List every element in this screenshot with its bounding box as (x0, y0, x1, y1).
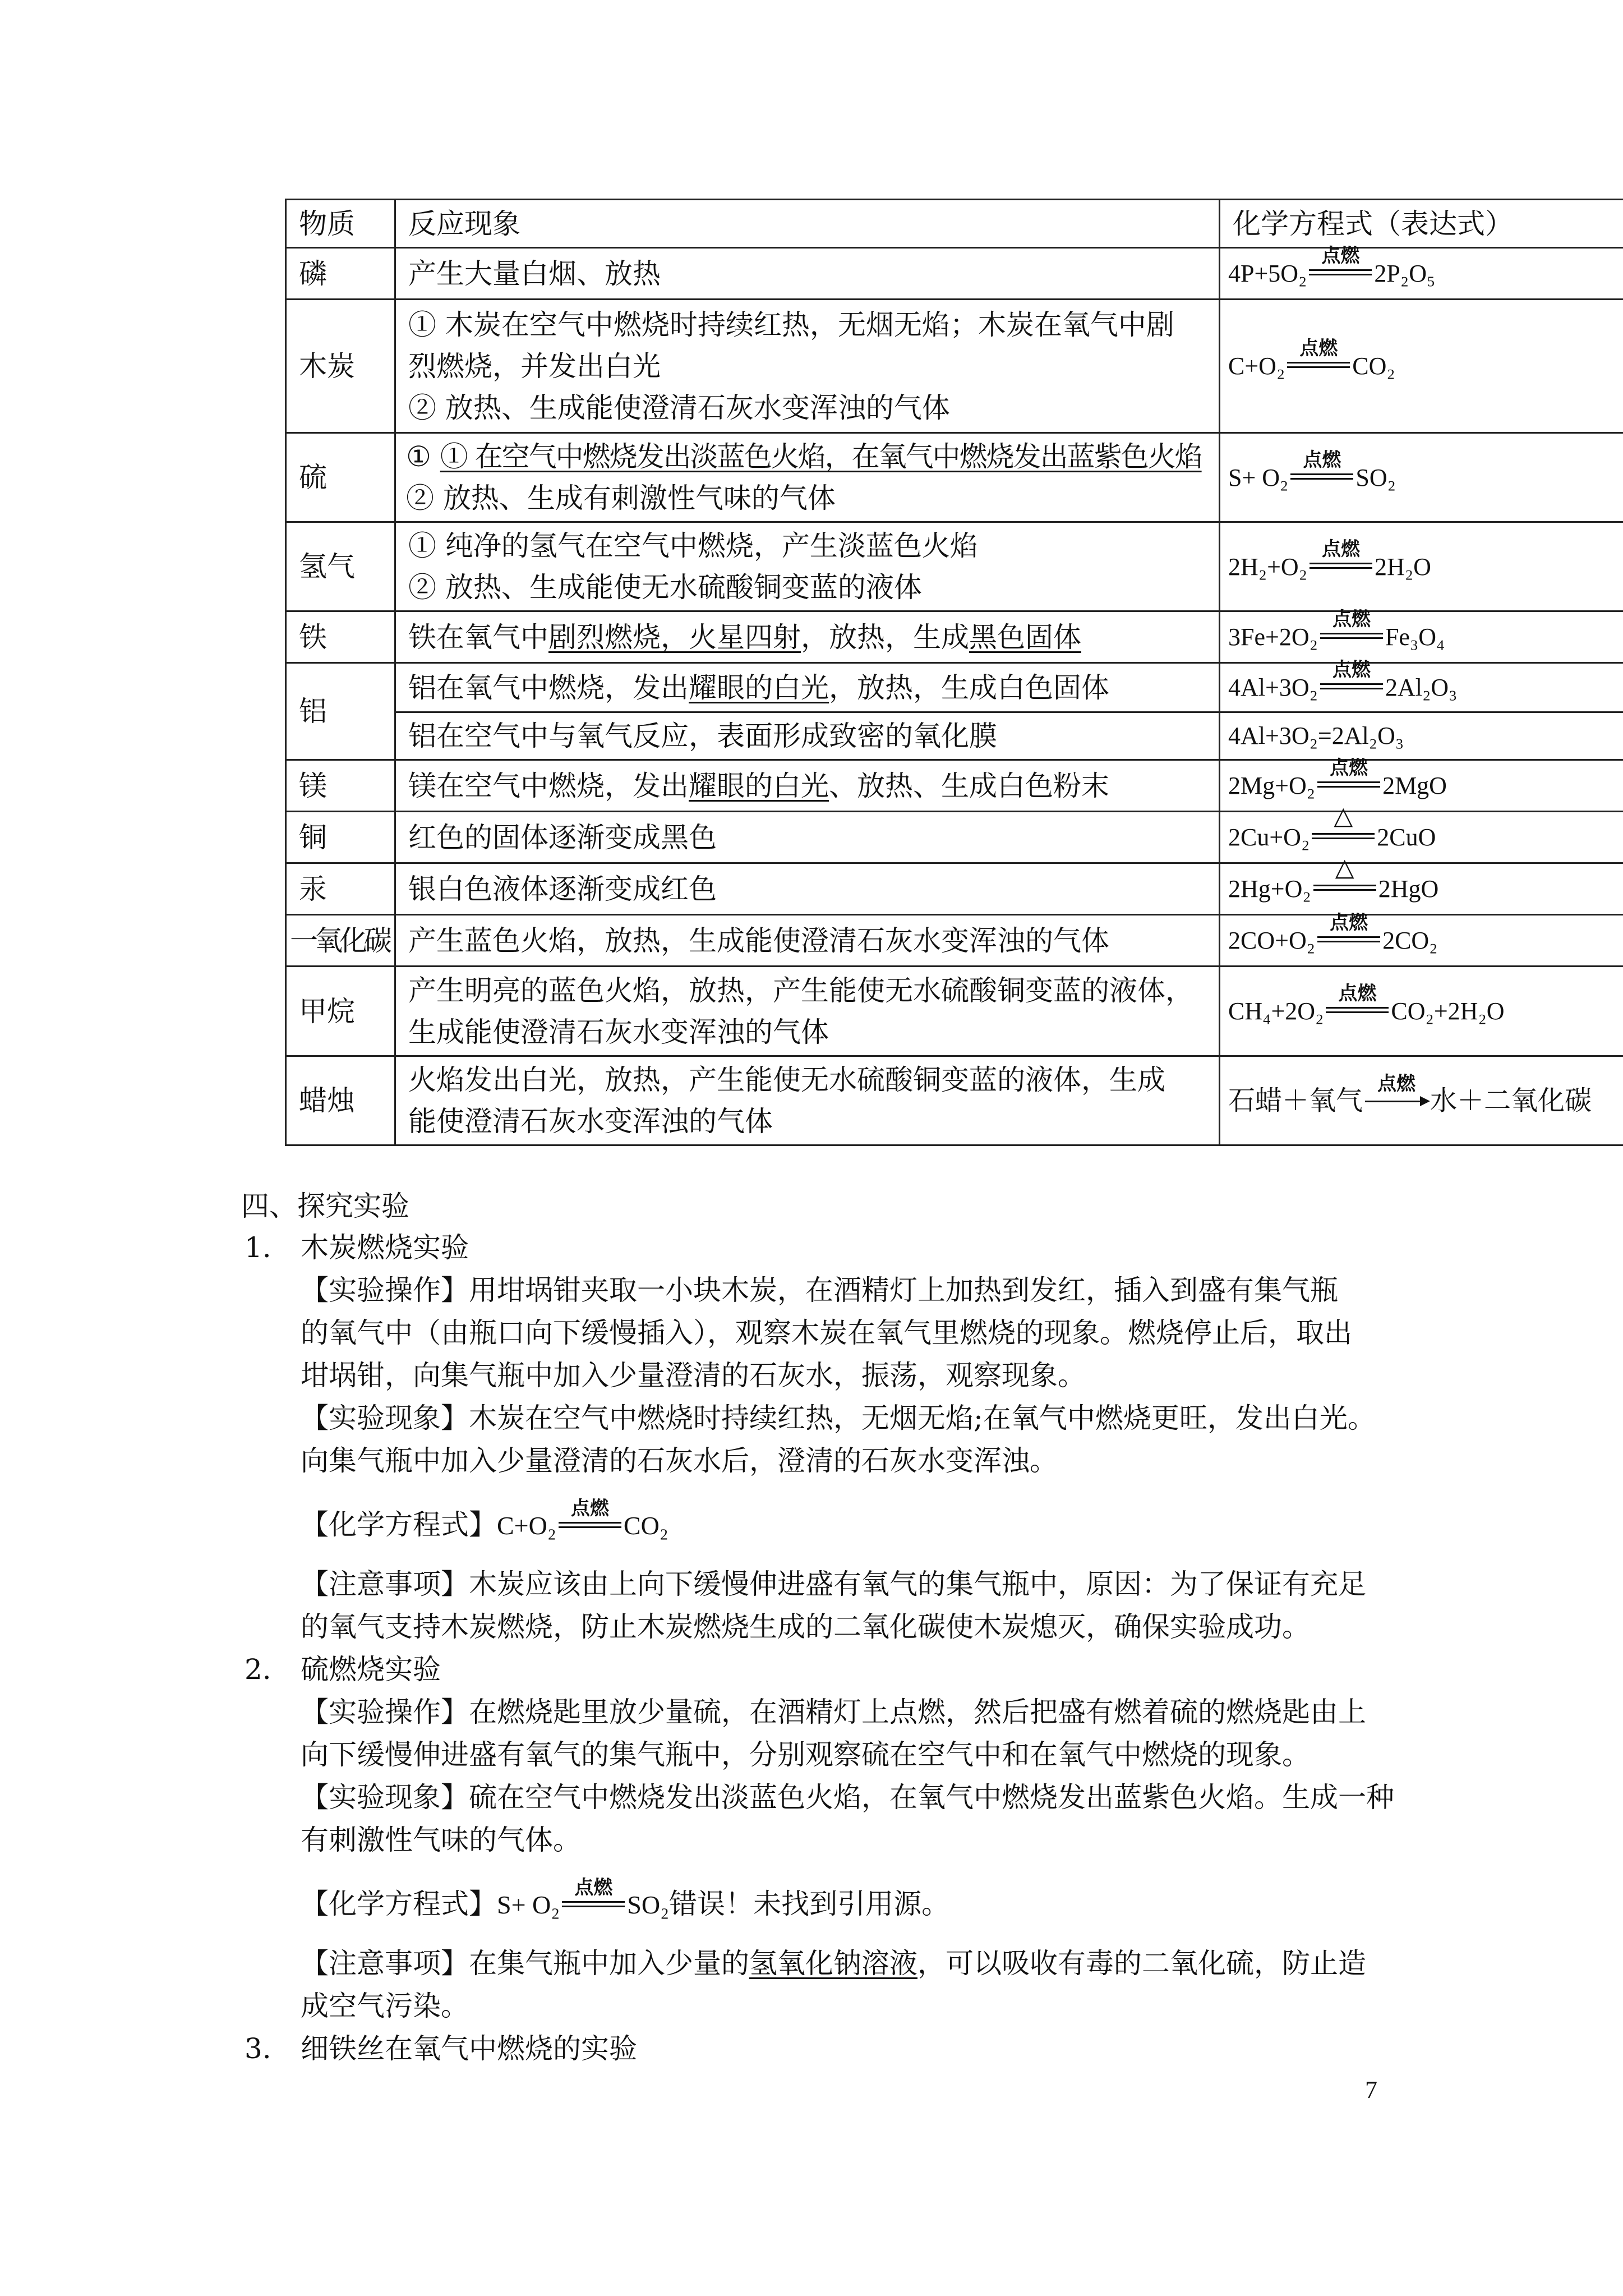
section-heading: 四、探究实验 (241, 1190, 409, 1222)
reaction-arrow: 点燃 (1317, 919, 1380, 952)
row-phenomenon: 红色的固体逐渐变成黑色 (395, 812, 1220, 863)
reaction-arrow: 点燃 (1326, 990, 1389, 1023)
row-equation: 4Al+3O₂ 点燃 2Al₂O₃ (1220, 663, 1623, 712)
row-equation: CH₄+2O₂ 点燃 CO₂+2H₂O (1220, 967, 1623, 1056)
reaction-arrow: 点燃 (1290, 457, 1353, 489)
row-equation: 2Hg+O₂ △ 2HgO (1220, 863, 1623, 915)
row-substance: 铝 (286, 663, 395, 760)
row-substance: 蜡烛 (286, 1056, 395, 1145)
row-equation: C+O₂ 点燃 CO₂ (1220, 300, 1623, 433)
row-substance: 镁 (286, 760, 395, 812)
header-phenomenon: 反应现象 (395, 200, 1220, 248)
row-substance: 磷 (286, 248, 395, 300)
heat-condition-arrow: △ (1313, 868, 1376, 900)
table-header-row (286, 200, 1623, 248)
row-phenomenon: ① 纯净的氢气在空气中燃烧，产生淡蓝色火焰 ② 放热、生成能使无水硫酸铜变蓝的液体 (395, 522, 1220, 611)
experiment-operation: 【实验操作】用坩埚钳夹取一小块木炭，在酒精灯上加热到发红，插入到盛有集气瓶 (301, 1274, 1338, 1306)
experiment-equation: 【化学方程式】S+ O₂ 点燃 SO₂错误！未找到引用源。 (301, 1876, 950, 1920)
reaction-arrow: 点燃 (1320, 666, 1383, 699)
row-equation: S+ O₂ 点燃 SO₂ (1220, 433, 1623, 522)
row-equation: 2CO+O₂ 点燃 2CO₂ (1220, 915, 1623, 967)
reaction-arrow: 点燃 (1309, 252, 1372, 285)
underlined-reagent: 氢氧化钠溶液 (749, 1947, 917, 1980)
table-row (286, 663, 1623, 712)
row-equation: 2Cu+O₂ △ 2CuO (1220, 812, 1623, 863)
row-equation: 2H₂+O₂ 点燃 2H₂O (1220, 522, 1623, 611)
table-row (286, 522, 1623, 611)
reaction-arrow: 点燃 (1317, 765, 1380, 797)
row-substance: 铁 (286, 611, 395, 663)
combustion-reaction-table (285, 199, 1623, 1146)
experiment-number: 1. (245, 1231, 271, 1264)
reaction-arrow: 点燃 (562, 1884, 625, 1917)
header-substance: 物质 (286, 200, 395, 248)
row-phenomenon: ① ① 在空气中燃烧发出淡蓝色火焰，在氧气中燃烧发出蓝紫色火焰 ② 放热、生成有刺激性气味的气体 (395, 433, 1220, 522)
row-equation: 2Mg+O₂ 点燃 2MgO (1220, 760, 1623, 812)
experiment-title: 硫燃烧实验 (301, 1653, 441, 1686)
row-equation: 3Fe+2O₂ 点燃 Fe₃O₄ (1220, 611, 1623, 663)
row-phenomenon: 产生大量白烟、放热 (395, 248, 1220, 300)
row-substance: 一氧化碳 (286, 915, 395, 967)
row-substance: 木炭 (286, 300, 395, 433)
experiment-title: 木炭燃烧实验 (301, 1231, 469, 1264)
row-substance: 铜 (286, 812, 395, 863)
row-equation: 石蜡＋氧气 点燃 水＋二氧化碳 (1220, 1056, 1623, 1145)
row-phenomenon: 产生蓝色火焰，放热，生成能使澄清石灰水变浑浊的气体 (395, 915, 1220, 967)
page-number: 7 (1365, 2076, 1377, 2104)
reaction-arrow: 点燃 (1365, 1080, 1428, 1113)
experiment-number: 3. (245, 2032, 271, 2065)
table-row (286, 433, 1623, 522)
table-row (286, 915, 1623, 967)
header-equation: 化学方程式（表达式） (1220, 200, 1623, 248)
experiment-phenomenon: 【实验现象】木炭在空气中燃烧时持续红热，无烟无焰;在氧气中燃烧更旺，发出白光。 (301, 1402, 1376, 1434)
table-row (286, 248, 1623, 300)
experiment-operation: 【实验操作】在燃烧匙里放少量硫，在酒精灯上点燃，然后把盛有燃着硫的燃烧匙由上 (301, 1696, 1366, 1728)
experiment-number: 2. (245, 1653, 271, 1686)
row-substance: 汞 (286, 863, 395, 915)
row-phenomenon: 银白色液体逐渐变成红色 (395, 863, 1220, 915)
experiment-title: 细铁丝在氧气中燃烧的实验 (301, 2032, 637, 2065)
row-equation: 4Al+3O₂=2Al₂O₃ (1220, 712, 1623, 760)
row-phenomenon: 铝在氧气中燃烧，发出耀眼的白光，放热，生成白色固体 (395, 663, 1220, 712)
table-row (286, 611, 1623, 663)
row-phenomenon: 铁在氧气中剧烈燃烧，火星四射，放热，生成黑色固体 (395, 611, 1220, 663)
row-equation: 4P+5O₂ 点燃 2P₂O₅ (1220, 248, 1623, 300)
table-row (286, 300, 1623, 433)
heat-condition-arrow: △ (1312, 816, 1375, 849)
row-substance: 氢气 (286, 522, 395, 611)
table-row (286, 760, 1623, 812)
reaction-arrow: 点燃 (1320, 616, 1383, 648)
table-row (286, 967, 1623, 1056)
table-row (286, 812, 1623, 863)
reference-error-text: 错误！未找到引用源。 (669, 1888, 950, 1920)
table-row (286, 712, 1623, 760)
row-substance: 甲烷 (286, 967, 395, 1056)
reaction-arrow: 点燃 (1310, 546, 1372, 578)
experiment-equation: 【化学方程式】C+O₂ 点燃 CO₂ (301, 1497, 668, 1541)
row-phenomenon: 火焰发出白光，放热，产生能使无水硫酸铜变蓝的液体，生成 能使澄清石灰水变浑浊的气体 (395, 1056, 1220, 1145)
experiment-note: 【注意事项】木炭应该由上向下缓慢伸进盛有氧气的集气瓶中，原因：为了保证有充足 (301, 1568, 1366, 1600)
underlined-phenomenon: ① 在空气中燃烧发出淡蓝色火焰，在氧气中燃烧发出蓝紫色火焰 (440, 440, 1202, 473)
row-phenomenon: 镁在空气中燃烧，发出耀眼的白光、放热、生成白色粉末 (395, 760, 1220, 812)
table-row (286, 1056, 1623, 1145)
reaction-arrow: 点燃 (559, 1505, 621, 1538)
row-substance: 硫 (286, 433, 395, 522)
row-phenomenon: 铝在空气中与氧气反应，表面形成致密的氧化膜 (395, 712, 1220, 760)
row-phenomenon: ① 木炭在空气中燃烧时持续红热，无烟无焰；木炭在氧气中剧 烈燃烧，并发出白光 ② 放热、生成能使澄清石灰水变浑浊的气体 (395, 300, 1220, 433)
experiment-phenomenon: 【实验现象】硫在空气中燃烧发出淡蓝色火焰，在氧气中燃烧发出蓝紫色火焰。生成一种 (301, 1781, 1394, 1814)
table-row (286, 863, 1623, 915)
document-page: 物质 反应现象 化学方程式（表达式） 磷 产生大量白烟、放热 4P+5O₂ 点燃 2P₂O₅ 木炭 ① 木炭在空气中燃烧时持续红热，无烟无焰；木炭在氧气中剧 烈燃烧，并发出白光 ② 放热、生成能使澄清石灰水变浑浊的气体 C+O₂ 点燃 CO₂ 硫 ① ① 在空气中燃烧发出淡蓝色火焰，在氧气中燃烧发出蓝紫色火焰 ② 放热、生成有刺激性气味的气体 S+ O₂ 点燃 SO₂ 氢气 ① 纯净的氢气在空气中燃烧，产生淡蓝色火焰 ② 放热、生成能使无水硫酸铜变蓝的液体 2H₂+O₂ 点燃 2H₂O 铁 铁在氧气中剧烈燃烧，火星四射，放热，生成黑色固体 3Fe+2O₂ 点燃 Fe₃O₄ 铝 铝在氧气中燃烧，发出耀眼的白光，放热，生成白色固体 4Al+3O₂ 点燃 2Al₂O₃ 铝在空气中与氧气反应，表面形成致密的氧化膜 4Al+3O₂=2Al₂O₃ 镁 镁在空气中燃烧，发出耀眼的白光、放热、生成白色粉末 2Mg+O₂ 点燃 2MgO 铜 红色的固体逐渐变成黑色 2Cu+O₂ △ 2CuO 汞 银白色液体逐渐变成红色 2Hg+O₂ △ 2HgO 一氧化碳 产生蓝色火焰，放热，生成能使澄清石灰水变浑浊的气体 2CO+O₂ 点燃 2CO₂ 甲烷 产生明亮的蓝色火焰，放热，产生能使无水硫酸铜变蓝的液体， 生成能使澄清石灰水变浑浊的气体 CH₄+2O₂ 点燃 CO₂+2H₂O 蜡烛 火焰发出白光，放热，产生能使无水硫酸铜变蓝的液体，生成 能使澄清石灰水变浑浊的气体 石蜡＋氧气 点燃 水＋二氧化碳 四、探究实验 1. 木炭燃烧实验 【实验操作】用坩埚钳夹取一小块木炭，在酒精灯上加热到发红，插入到盛有集气瓶 的氧气中（由瓶口向下缓慢插入），观察木炭在氧气里燃烧的现象。燃烧停止后，取出 坩埚钳，向集气瓶中加入少量澄清的石灰水，振荡，观察现象。 【实验现象】木炭在空气中燃烧时持续红热，无烟无焰;在氧气中燃烧更旺，发出白光。 向集气瓶中加入少量澄清的石灰水后，澄清的石灰水变浑浊。 【化学方程式】C+O₂ 点燃 CO₂ 【注意事项】木炭应该由上向下缓慢伸进盛有氧气的集气瓶中，原因：为了保证有充足 的氧气支持木炭燃烧，防止木炭燃烧生成的二氧化碳使木炭熄灭，确保实验成功。 2. 硫燃烧实验 【实验操作】在燃烧匙里放少量硫，在酒精灯上点燃，然后把盛有燃着硫的燃烧匙由上 向下缓慢伸进盛有氧气的集气瓶中，分别观察硫在空气中和在氧气中燃烧的现象。 【实验现象】硫在空气中燃烧发出淡蓝色火焰，在氧气中燃烧发出蓝紫色火焰。生成一种 有刺激性气味的气体。 【化学方程式】S+ O₂ 点燃 SO₂错误！未找到引用源。 【注意事项】在集气瓶中加入少量的氢氧化钠溶液，可以吸收有毒的二氧化硫，防止造 成空气污染。 3. 细铁丝在氧气中燃烧的实验 7 (0, 0, 1623, 2296)
experiment-note: 【注意事项】在集气瓶中加入少量的氢氧化钠溶液，可以吸收有毒的二氧化硫，防止造 (301, 1947, 1366, 1980)
reaction-arrow: 点燃 (1287, 345, 1350, 378)
row-phenomenon: 产生明亮的蓝色火焰，放热，产生能使无水硫酸铜变蓝的液体， 生成能使澄清石灰水变浑浊的气体 (395, 967, 1220, 1056)
